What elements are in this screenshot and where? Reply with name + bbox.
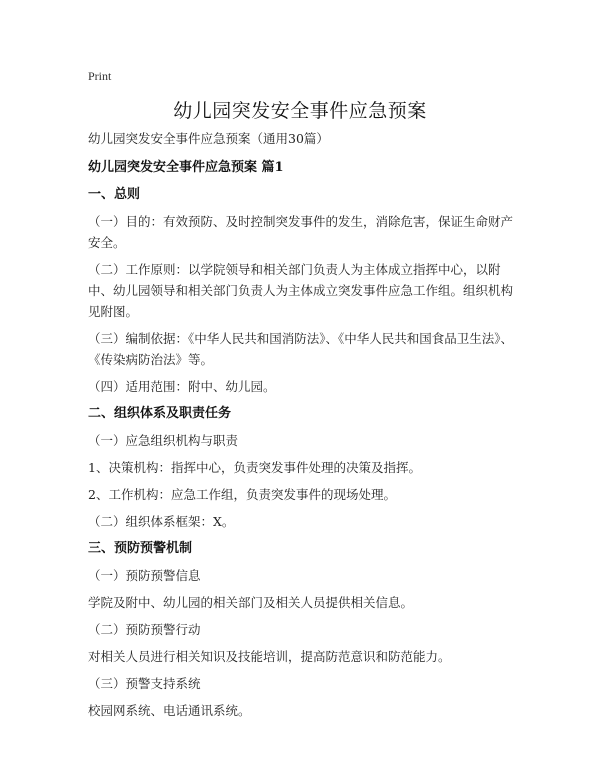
paragraph-org-duties: （一）应急组织机构与职责 <box>88 433 239 448</box>
paragraph-scope: （四）适用范围：附中、幼儿园。 <box>88 379 276 394</box>
section-heading-warning: 三、预防预警机制 <box>88 541 193 556</box>
paragraph-warning-info: （一）预防预警信息 <box>88 568 201 583</box>
section-heading-organization: 二、组织体系及职责任务 <box>88 406 232 421</box>
paragraph-basis: （三）编制依据：《中华人民共和国消防法》、《中华人民共和国食品卫生法》、《传染病防治法》等。 <box>88 331 514 367</box>
page-title: 幼儿园突发安全事件应急预案 <box>173 100 427 122</box>
paragraph-warning-action: （二）预防预警行动 <box>88 622 201 637</box>
paragraph-warning-support-body: 校园网系统、电话通讯系统。 <box>88 703 251 718</box>
document-body <box>88 128 518 727</box>
article-heading: 幼儿园突发安全事件应急预案 篇1 <box>88 160 284 175</box>
paragraph-decision-body: 1、决策机构：指挥中心，负责突发事件处理的决策及指挥。 <box>88 460 421 475</box>
print-link[interactable]: Print <box>88 69 112 83</box>
section-heading-general: 一、总则 <box>88 187 141 202</box>
subtitle: 幼儿园突发安全事件应急预案（通用30篇） <box>88 131 329 146</box>
paragraph-principle: （二）工作原则：以学院领导和相关部门负责人为主体成立指挥中心，以附中、幼儿园领导和相关部门负责人为主体成立突发事件应急工作组。组织机构见附图。 <box>88 262 514 319</box>
paragraph-working-body: 2、工作机构：应急工作组，负责突发事件的现场处理。 <box>88 487 396 502</box>
paragraph-warning-info-body: 学院及附中、幼儿园的相关部门及相关人员提供相关信息。 <box>88 595 414 610</box>
paragraph-warning-action-body: 对相关人员进行相关知识及技能培训，提高防范意识和防范能力。 <box>88 649 451 664</box>
paragraph-org-framework: （二）组织体系框架：X。 <box>88 514 235 529</box>
paragraph-warning-support: （三）预警支持系统 <box>88 676 201 691</box>
paragraph-purpose: （一）目的：有效预防、及时控制突发事件的发生，消除危害，保证生命财产安全。 <box>88 214 514 250</box>
